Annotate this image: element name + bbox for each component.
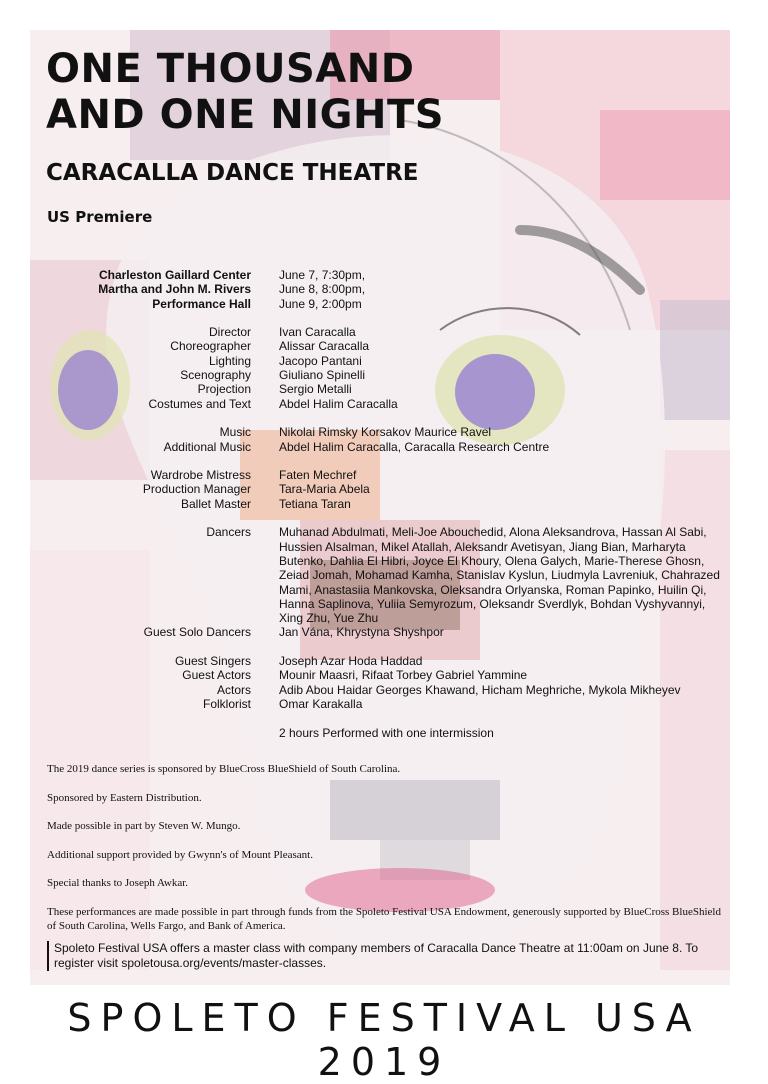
date-line: June 8, 8:00pm, [279,282,366,297]
date-line: June 9, 2:00pm [279,296,362,311]
credit-additional-music [40,440,740,454]
festival-wordmark: SPOLETO FESTIVAL USA 2019 [67,996,701,1084]
note-text: Sponsored by Eastern Distribution. [47,791,202,804]
credit-label: Folklorist [202,696,251,711]
credit-label: Ballet Master [180,496,251,511]
credit-scenography [40,368,740,382]
credit-label: Production Manager [142,482,251,497]
performance-dates [279,268,729,311]
credit-value: Mounir Maasri, Rifaat Torbey Gabriel Yammine [279,668,528,683]
credit-value: Ivan Caracalla [279,325,356,340]
credit-label: Guest Actors [182,668,251,683]
credits-block [40,268,740,740]
credit-label: Guest Singers [174,654,251,669]
credit-value: Adib Abou Haidar Georges Khawand, Hicham Meghriche, Mykola Mikheyev [279,682,681,697]
duration-text: 2 hours Performed with one intermission [279,725,494,740]
credit-lighting [40,354,740,368]
credit-ballet [40,497,740,511]
title-line-1: ONE THOUSAND [46,46,415,92]
credit-value: Omar Karakalla [279,696,363,711]
credit-costumes [40,397,740,411]
credit-guest-singers [40,654,740,668]
note-text: The 2019 dance series is sponsored by BlueCross BlueShield of South Carolina. [47,763,401,775]
credit-director [40,325,740,339]
venue-line: Charleston Gaillard Center [98,268,251,282]
note-text: These performances are made possible in part through funds from the Spoleto Festival USA Endowment, generously supported by BlueCross BlueShield of South Carolina, Wells Fargo, and Bank of America. [47,905,721,932]
venue-line: Performance Hall [152,296,251,311]
duration-row [40,726,740,740]
master-class-notice: Spoleto Festival USA offers a master class with company members of Caracalla Dance Theatre at 11:00am on June 8. To register visit spoletousa.org/events/master-classes. [47,941,734,971]
venue-line: Martha and John M. Rivers [98,282,251,297]
credit-choreographer [40,339,740,353]
note-text: Additional support provided by Gwynn's of Mount Pleasant. [47,848,313,861]
credit-projection [40,382,740,396]
credit-actors [40,683,740,697]
poster-title [46,46,444,138]
credit-value: Abdel Halim Caracalla, Caracalla Research Centre [279,439,550,454]
credit-label: Lighting [208,353,251,368]
venue-row [40,268,740,311]
credit-value: Jan Vána, Khrystyna Shyshpor [279,625,444,640]
credit-value: Abdel Halim Caracalla [279,396,398,411]
credit-label: Choreographer [170,339,251,354]
credit-value: Nikolai Rimsky Korsakov Maurice Ravel [279,425,492,440]
credit-value: Sergio Metalli [279,382,352,397]
credit-label: Additional Music [163,439,251,454]
company-name: CARACALLA DANCE THEATRE [46,160,419,186]
note-text: Made possible in part by Steven W. Mungo. [47,820,241,832]
credit-folklorist [40,697,740,711]
credit-value: Giuliano Spinelli [279,368,366,383]
credit-dancers [40,525,740,625]
credit-label: Music [219,425,251,440]
credit-value: Joseph Azar Hoda Haddad [279,654,423,669]
sponsor-notes [47,762,727,947]
venue-name [40,268,251,311]
credit-label: Actors [216,682,251,697]
credit-label: Projection [197,382,251,397]
credit-label: Scenography [180,368,251,383]
credit-label: Guest Solo Dancers [143,625,251,640]
credit-production [40,482,740,496]
date-line: June 7, 7:30pm, [279,268,366,282]
credit-label: Dancers [206,525,251,540]
credit-value: Faten Mechref [279,468,357,483]
premiere-label: US Premiere [47,208,153,226]
credit-guest-solo [40,625,740,639]
credit-label: Costumes and Text [148,396,251,411]
credit-music [40,425,740,439]
credit-label: Director [208,325,251,340]
credit-wardrobe [40,468,740,482]
credit-guest-actors [40,668,740,682]
credit-value: Tara-Maria Abela [279,482,370,497]
credit-value: Alissar Caracalla [279,339,370,354]
credit-value: Muhanad Abdulmati, Meli-Joe Abouchedid, Alona Aleksandrova, Hassan Al Sabi, Hussien Alsalman, Mikel Atallah, Aleksandr Avetisyan, Jiang Bian, Marharyta Butenko, Dahlia El Hibri, Joyce El Khoury, Olena Galych, Marie-Therese Ghosn, Zeiad Jomah, Mohamad Kamha, Stanislav Kyslun, Liudmyla Lavreniuk, Chahrazed Mami, Anastasiia Mankovska, Oleksandra Orlyanska, Roman Papinko, Huilin Qi, Hanna Saplinova, Yuliia Semyrozum, Oleksandr Sverdlyk, Bohdan Vyshyvannyi, Xing Zhu, Yue Zhu [279,525,720,626]
note-text: Special thanks to Joseph Awkar. [47,877,189,889]
credit-value: Tetiana Taran [279,496,351,511]
title-line-2: AND ONE NIGHTS [46,92,445,138]
credit-label: Wardrobe Mistress [150,468,251,483]
credit-value: Jacopo Pantani [279,353,362,368]
